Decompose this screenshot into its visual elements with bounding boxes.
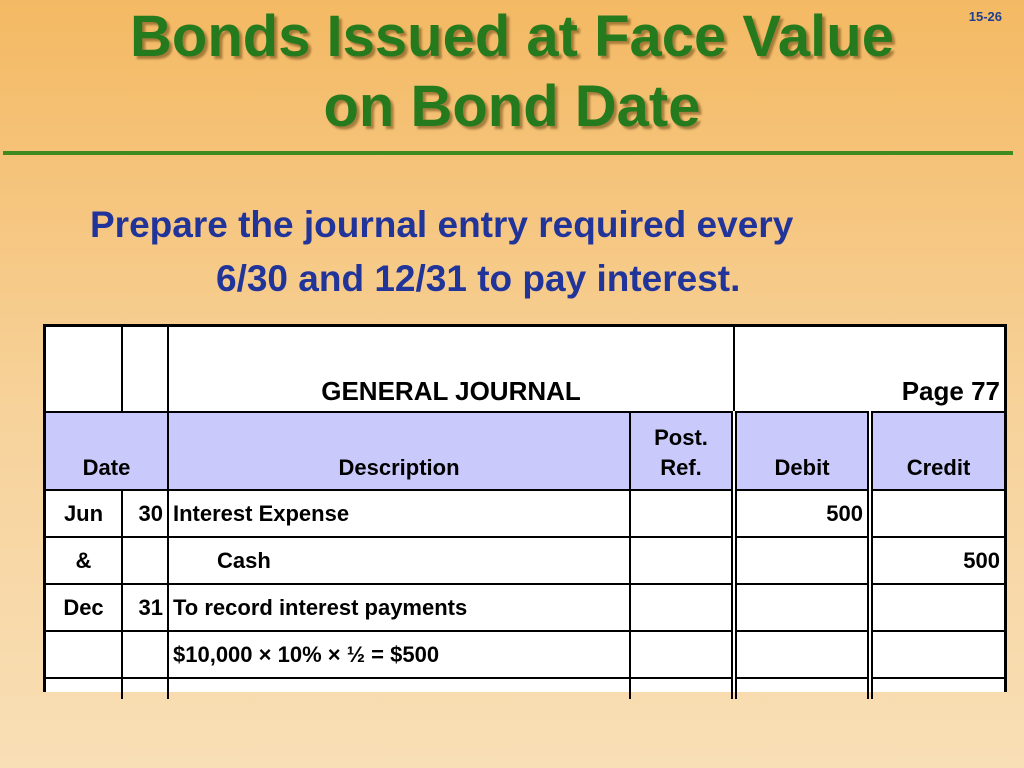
general-journal [43, 324, 1007, 692]
column-header-row [46, 412, 1004, 490]
title-line-2: on Bond Date [323, 74, 701, 139]
entry-month [46, 631, 122, 678]
slide-number: 15-26 [968, 9, 1002, 24]
journal-header-row [46, 327, 1004, 412]
journal-title: GENERAL JOURNAL [168, 327, 734, 412]
entry-debit [734, 631, 870, 678]
entry-day [122, 537, 168, 584]
entry-month: & [46, 537, 122, 584]
description-column-header: Description [168, 412, 630, 490]
entry-credit [870, 631, 1004, 678]
entry-debit [734, 584, 870, 631]
journal-row-empty [46, 678, 1004, 699]
title-line-1: Bonds Issued at Face Value [130, 4, 894, 69]
journal-row [46, 490, 1004, 537]
entry-post-ref [630, 490, 734, 537]
instruction-line-2: 6/30 and 12/31 to pay interest. [216, 258, 741, 299]
post-ref-label-line-1: Post. [654, 425, 708, 450]
credit-column-header: Credit [870, 412, 1004, 490]
entry-credit: 500 [870, 537, 1004, 584]
entry-post-ref [630, 537, 734, 584]
entry-post-ref [630, 584, 734, 631]
title-divider [3, 151, 1013, 155]
entry-post-ref [630, 631, 734, 678]
slide-title [0, 2, 1024, 142]
entry-day [122, 631, 168, 678]
journal-row [46, 537, 1004, 584]
post-ref-label-line-2: Ref. [660, 455, 702, 480]
entry-month: Dec [46, 584, 122, 631]
journal-row [46, 584, 1004, 631]
date-column-header: Date [46, 412, 168, 490]
entry-description: To record interest payments [168, 584, 630, 631]
instruction-line-1: Prepare the journal entry required every [90, 204, 794, 245]
entry-description: Cash [168, 537, 630, 584]
entry-description: Interest Expense [168, 490, 630, 537]
debit-column-header: Debit [734, 412, 870, 490]
entry-day: 31 [122, 584, 168, 631]
entry-month: Jun [46, 490, 122, 537]
journal-page: Page 77 [901, 376, 1001, 406]
post-ref-column-header [630, 412, 734, 490]
entry-credit [870, 584, 1004, 631]
journal-row [46, 631, 1004, 678]
instruction-text [90, 198, 970, 306]
entry-description: $10,000 × 10% × ½ = $500 [168, 631, 630, 678]
entry-debit: 500 [734, 490, 870, 537]
entry-day: 30 [122, 490, 168, 537]
entry-credit [870, 490, 1004, 537]
journal-table [46, 327, 1004, 699]
entry-debit [734, 537, 870, 584]
